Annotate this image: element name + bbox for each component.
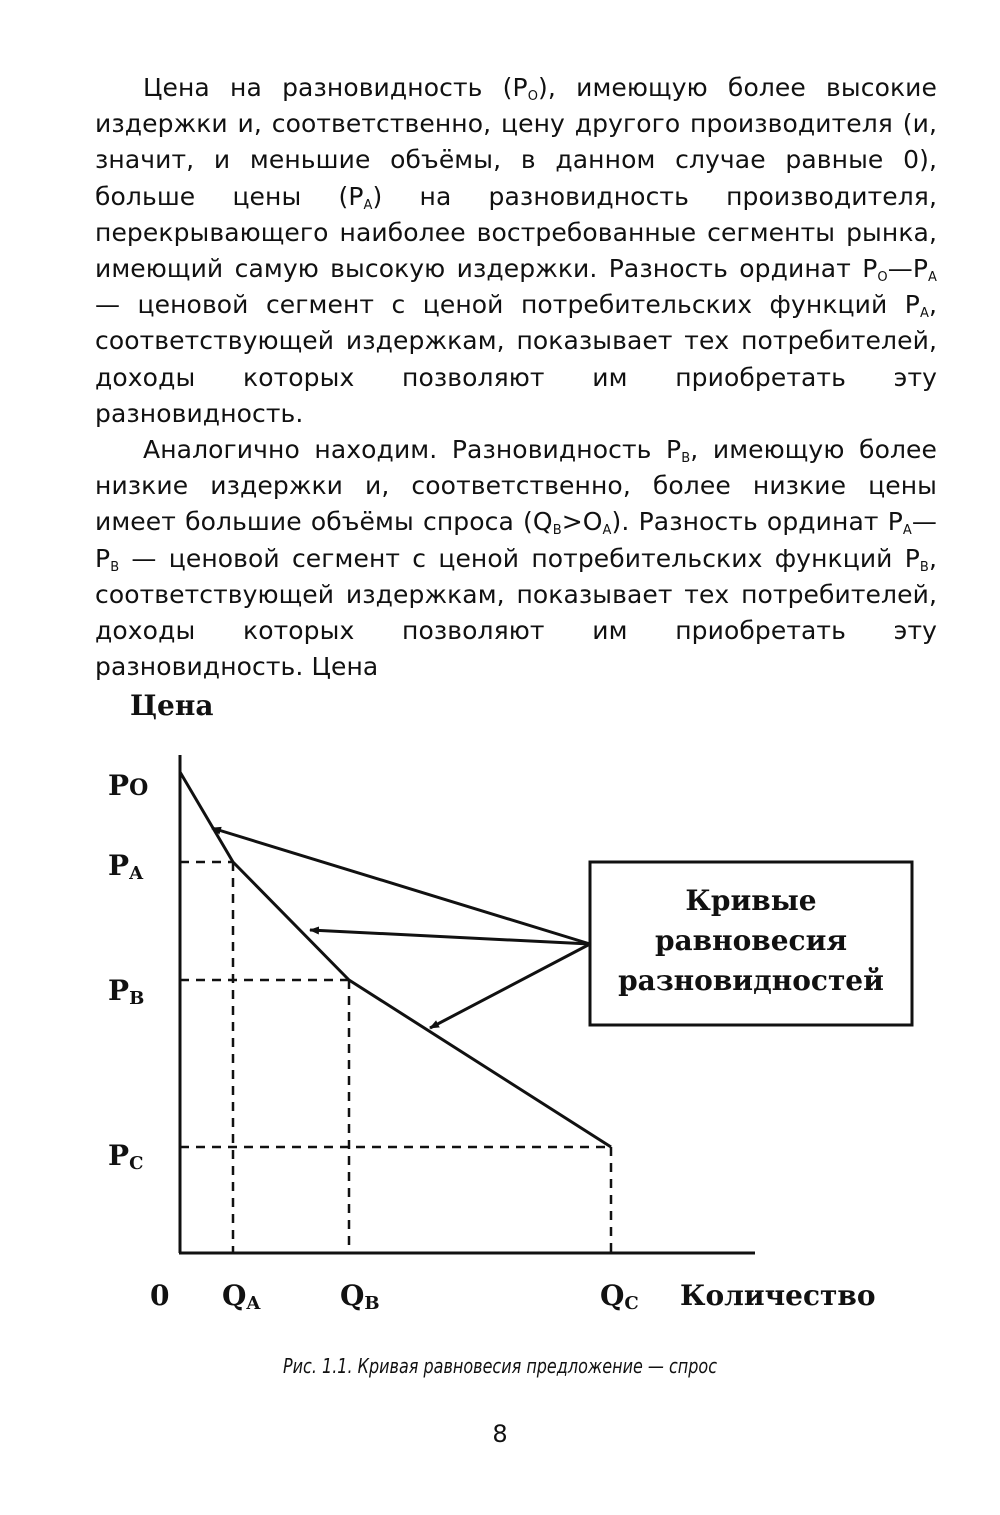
p2-sub: A <box>902 523 912 539</box>
y-axis-title: Цена <box>130 689 214 722</box>
x-axis-title: Количество <box>680 1279 876 1312</box>
p1-seg: —P <box>887 254 928 284</box>
page-number: 8 <box>492 1420 508 1448</box>
p1-seg: ) на разновидность производителя, перекрывающего наиболее востребованные сегменты рынка, имеющий самую высокую издержки. Разность ординат P <box>95 181 937 284</box>
p2-seg: —P <box>95 507 937 573</box>
guide-lines <box>180 862 611 1253</box>
p2-sub: B <box>110 559 120 575</box>
p1-sub: A <box>928 270 937 286</box>
origin-label: 0 <box>150 1279 170 1312</box>
paragraph-1 <box>95 70 937 432</box>
p2-sub: A <box>602 523 612 539</box>
p2-seg: Аналогично находим. Разновидность P <box>143 435 682 465</box>
p2-sub: B <box>552 523 562 539</box>
p2-sub: B <box>681 451 691 467</box>
price-label-a: PA <box>108 849 144 884</box>
p1-sub: A <box>363 197 373 213</box>
callout-line-3: разновидностей <box>618 964 884 997</box>
p2-seg: , соответствующей издержкам, показывает тех потребителей, доходы которых позволяют им приобретать эту разновидность. Цена <box>95 543 937 682</box>
p1-seg: , соответствующей издержкам, показывает тех потребителей, доходы которых позволяют им приобретать эту разновидность. <box>95 290 937 428</box>
p2-seg: — ценовой сегмент с ценой потребительских функций P <box>119 543 920 573</box>
callout-line-1: Кривые <box>685 884 817 917</box>
p1-seg: Цена на разновидность (P <box>143 73 528 102</box>
callout-arrows <box>212 828 590 1028</box>
p2-sub: B <box>919 559 929 575</box>
price-label-b: PB <box>108 974 145 1009</box>
price-label-c: PC <box>108 1139 144 1174</box>
arrow-to-lower-curve <box>430 944 590 1028</box>
quantity-label-c: QC <box>600 1279 639 1314</box>
price-label-o: PO <box>108 769 149 802</box>
figure-caption: Рис. 1.1. Кривая равновесия предложение — спрос <box>283 1354 717 1378</box>
p2-seg: >O <box>561 507 603 537</box>
equilibrium-figure <box>0 660 1000 1360</box>
callout-line-2: равновесия <box>654 924 848 957</box>
p1-sub: A <box>919 306 929 322</box>
p1-sub: O <box>527 89 539 104</box>
arrow-to-upper-curve <box>212 828 590 944</box>
body-text <box>95 70 937 685</box>
quantity-label-b: QB <box>340 1279 380 1314</box>
p1-seg: ), имеющую более высокие издержки и, соответственно, цену другого производителя (и, значит, и меньшие объёмы, в данном случае равные 0), больше цены (P <box>95 73 938 211</box>
p2-seg: ). Разность ординат P <box>611 507 903 537</box>
quantity-label-a: QA <box>222 1279 261 1314</box>
p1-sub: O <box>877 270 888 286</box>
p1-seg: — ценовой сегмент с ценой потребительских функций P <box>95 290 920 320</box>
p2-seg: , имеющую более низкие издержки и, соответственно, более низкие цены имеет большие объёмы спроса (Q <box>95 435 937 537</box>
equilibrium-curve <box>180 772 611 1147</box>
paragraph-2 <box>95 432 937 685</box>
